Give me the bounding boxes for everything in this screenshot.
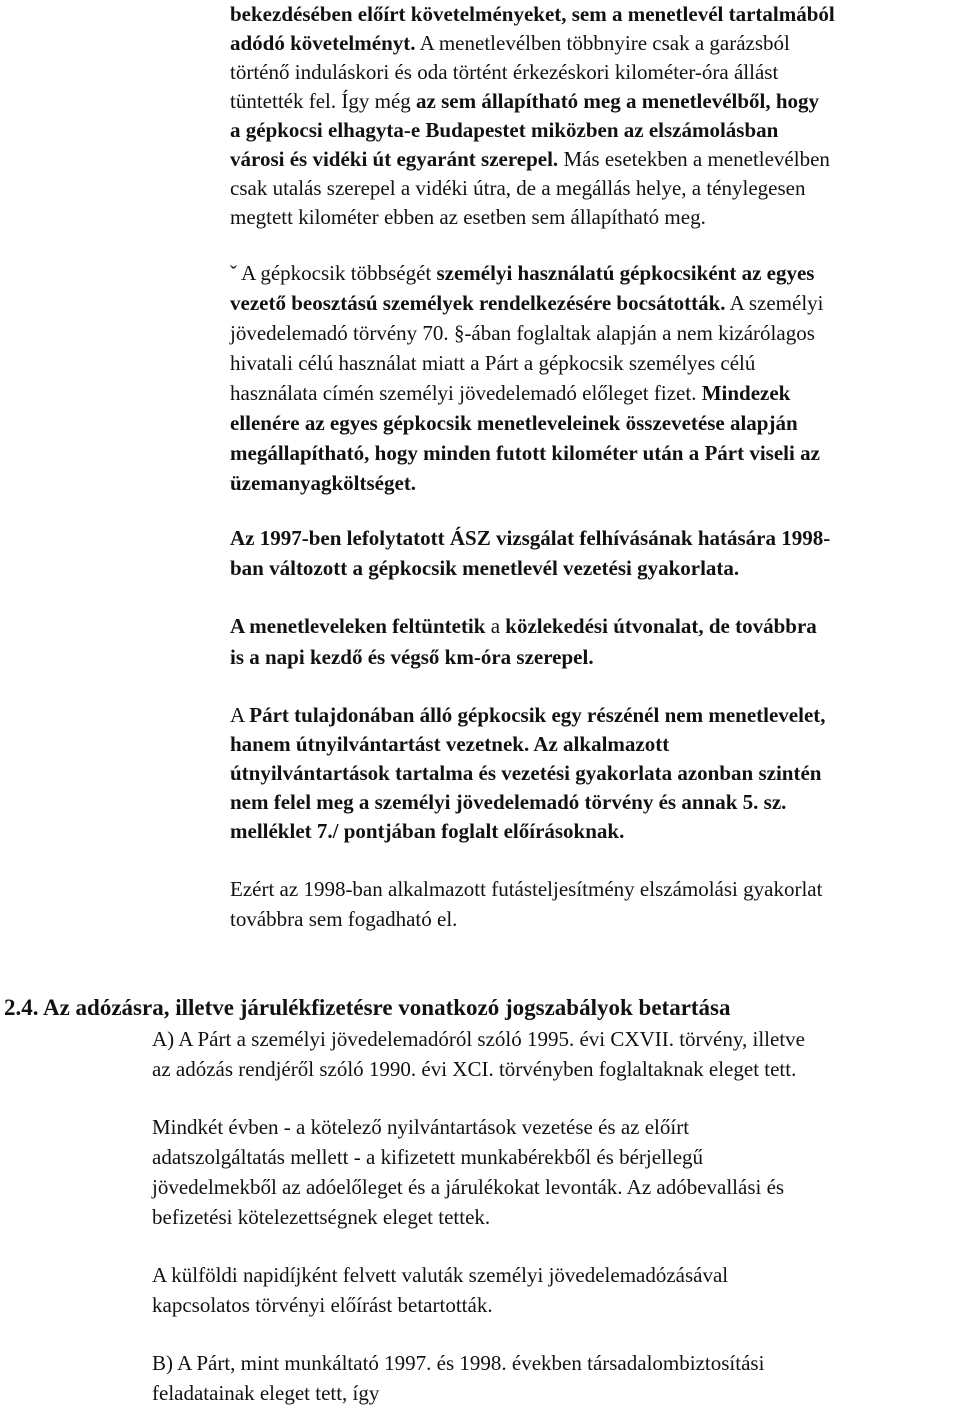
text: történő induláskori és oda történt érkezéskori kilométer-óra állást xyxy=(230,60,779,84)
bold-text: hanem útnyilvántartást vezetnek. Az alkalmazott xyxy=(230,732,670,756)
text-line xyxy=(152,1349,764,1378)
text-line xyxy=(230,469,416,498)
bold-text: útnyilvántartások tartalma és vezetési gyakorlata azonban szintén xyxy=(230,761,822,785)
text-line xyxy=(230,439,820,468)
text-line xyxy=(230,701,826,730)
text: használata címén személyi jövedelemadó előleget fizet. xyxy=(230,381,702,405)
text-line xyxy=(230,29,790,58)
text-line xyxy=(230,116,778,145)
bold-text: városi és vidéki út egyaránt szerepel. xyxy=(230,147,559,171)
bold-text: személyi használatú gépkocsiként az egyes xyxy=(436,261,815,285)
text-line xyxy=(152,1261,728,1290)
bold-text: bekezdésében előírt követelményeket, sem a menetlevél tartalmából xyxy=(230,2,835,26)
text-line xyxy=(230,730,669,759)
text-line xyxy=(152,1291,493,1320)
text-line xyxy=(230,0,835,29)
text: az adózás rendjéről szóló 1990. évi XCI. törvényben foglaltaknak eleget tett. xyxy=(152,1057,797,1081)
bold-text: melléklet 7./ pontjában foglalt előírásoknak. xyxy=(230,819,625,843)
text: adatszolgáltatás mellett - a kifizetett munkabérekből és bérjellegű xyxy=(152,1145,704,1169)
bold-text: a gépkocsi elhagyta-e Budapestet miközben az elszámolásban xyxy=(230,118,779,142)
text-line xyxy=(152,1025,805,1054)
text-line xyxy=(230,319,815,348)
text: jövedelmekből az adóelőleget és a járulékokat levonták. Az adóbevallási és xyxy=(152,1175,785,1199)
text-line xyxy=(152,1143,703,1172)
text: csak utalás szerepel a vidéki útra, de a megállás helye, a ténylegesen xyxy=(230,176,806,200)
text-line xyxy=(230,203,706,232)
text-line xyxy=(230,788,786,817)
bold-text: üzemanyagköltséget. xyxy=(230,471,417,495)
text-line xyxy=(230,554,739,583)
text-line xyxy=(152,1173,784,1202)
text: megtett kilométer ebben az esetben sem állapítható meg. xyxy=(230,205,706,229)
text: Más esetekben a menetlevélben xyxy=(558,147,830,171)
text-line xyxy=(152,1379,379,1408)
bold-text: közlekedési útvonalat, de továbbra xyxy=(505,614,817,638)
text-line xyxy=(230,379,790,408)
text-line xyxy=(152,1055,796,1084)
text-line xyxy=(230,87,819,116)
text-line xyxy=(230,409,798,438)
text: feladatainak eleget tett, így xyxy=(152,1381,380,1405)
text: hivatali célú használat miatt a Párt a gépkocsik személyes célú xyxy=(230,351,756,375)
bold-text: Az 1997-ben lefolytatott ÁSZ vizsgálat felhívásának hatására 1998- xyxy=(230,526,831,550)
bold-text: is a napi kezdő és végső km-óra szerepel. xyxy=(230,645,594,669)
bold-text: nem felel meg a személyi jövedelemadó törvény és annak 5. sz. xyxy=(230,790,787,814)
text-line xyxy=(230,349,755,378)
bold-text: az sem állapítható meg a menetlevélből, hogy xyxy=(416,89,820,113)
section-heading: 2.4. Az adózásra, illetve járulékfizetésre vonatkozó jogszabályok betartása xyxy=(4,995,731,1020)
text-line xyxy=(152,1203,490,1232)
text-line xyxy=(230,58,778,87)
bold-text: ban változott a gépkocsik menetlevél vezetési gyakorlata. xyxy=(230,556,740,580)
text-line xyxy=(230,174,806,203)
text: jövedelemadó törvény 70. xyxy=(230,321,454,345)
text-line xyxy=(230,905,457,934)
text: Mindkét évben - a kötelező nyilvántartások vezetése és az előírt xyxy=(152,1115,690,1139)
text-line xyxy=(230,643,594,672)
text: befizetési kötelezettségnek eleget tettek. xyxy=(152,1205,491,1229)
bold-text: ellenére az egyes gépkocsik menetleveleinek összevetése alapján xyxy=(230,411,798,435)
text: A személyi xyxy=(725,291,824,315)
text: Ezért az 1998-ban alkalmazott futásteljesítmény elszámolási gyakorlat xyxy=(230,877,823,901)
text: A) A Párt a személyi jövedelemadóról szóló 1995. évi CXVII. törvény, illetve xyxy=(152,1027,805,1051)
text-line xyxy=(230,875,822,904)
text-line xyxy=(230,817,624,846)
bold-text: adódó követelményt. xyxy=(230,31,416,55)
bold-text: A menetleveleken feltüntetik xyxy=(230,614,491,638)
text: ˇ A gépkocsik többségét xyxy=(230,261,437,285)
text: a xyxy=(490,614,506,638)
text-line xyxy=(230,145,830,174)
text: A xyxy=(230,703,250,727)
bold-text: megállapítható, hogy minden futott kilométer után a Párt viseli az xyxy=(230,441,820,465)
text-line xyxy=(152,1113,689,1142)
text-line xyxy=(230,259,814,288)
bold-text: vezető beosztású személyek rendelkezésére bocsátották. xyxy=(230,291,726,315)
text-line xyxy=(230,524,830,553)
text: tüntették fel. Így még xyxy=(230,89,417,113)
text: A külföldi napidíjként felvett valuták személyi jövedelemadózásával xyxy=(152,1263,729,1287)
text: A menetlevélben többnyire csak a garázsból xyxy=(415,31,790,55)
text-line xyxy=(230,759,821,788)
text: továbbra sem fogadható el. xyxy=(230,907,458,931)
text-line xyxy=(230,612,817,641)
text: kapcsolatos törvényi előírást betartották. xyxy=(152,1293,493,1317)
bold-text: Párt tulajdonában álló gépkocsik egy részénél nem menetlevelet, xyxy=(249,703,826,727)
text-line xyxy=(230,289,824,318)
bold-text: Mindezek xyxy=(701,381,791,405)
text: §-ában foglaltak alapján a nem kizárólagos xyxy=(453,321,815,345)
text: B) A Párt, mint munkáltató 1997. és 1998. években társadalombiztosítási xyxy=(152,1351,765,1375)
